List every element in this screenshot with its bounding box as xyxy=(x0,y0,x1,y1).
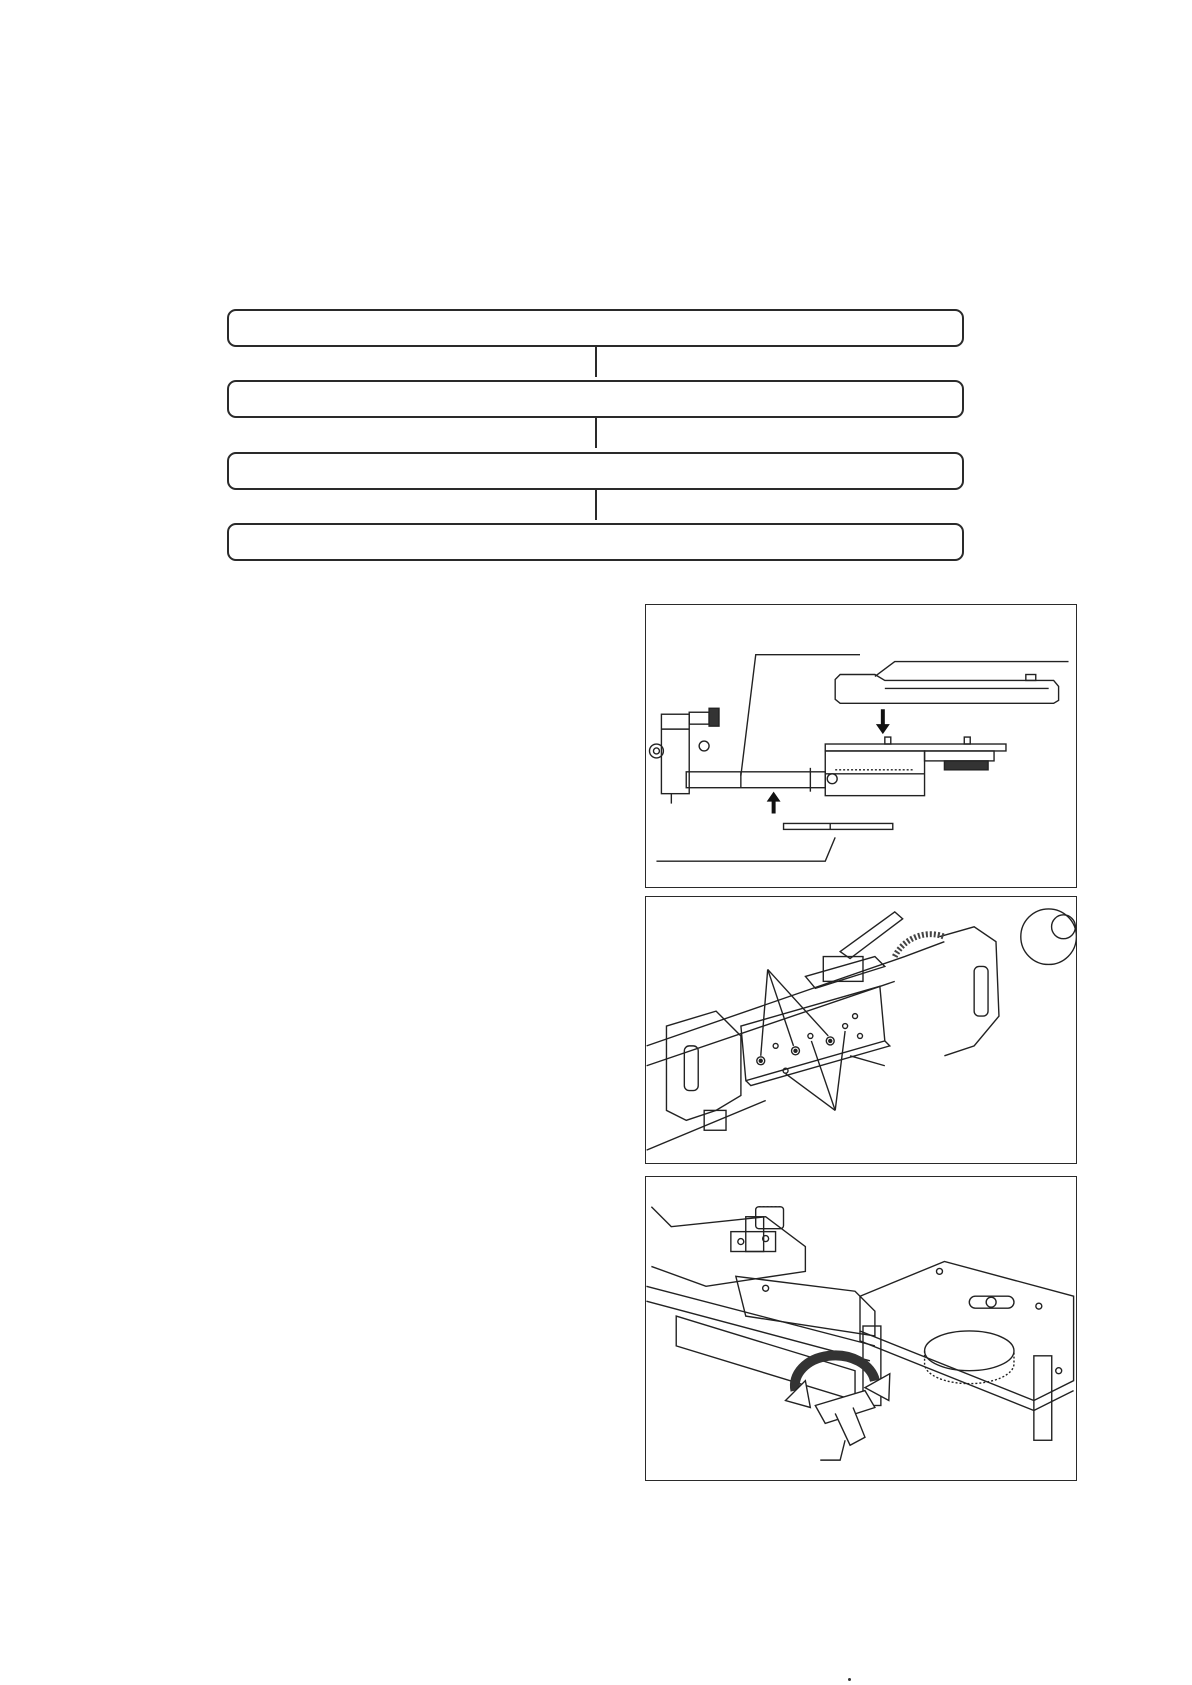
figure-plate-assembly xyxy=(645,604,1077,888)
flow-connector xyxy=(595,490,597,520)
lock-lever-rotation-illustration-icon xyxy=(646,1177,1076,1480)
flow-step-1 xyxy=(227,309,964,347)
figure-lock-lever xyxy=(645,1176,1077,1481)
flow-step-3 xyxy=(227,452,964,490)
flow-step-2 xyxy=(227,380,964,418)
flow-connector xyxy=(595,418,597,448)
plate-assembly-exploded-diagram-icon xyxy=(646,605,1076,887)
flowchart xyxy=(0,0,1192,600)
flow-step-4 xyxy=(227,523,964,561)
page-mark xyxy=(848,1678,851,1681)
flow-connector xyxy=(595,347,597,377)
adapter-plate-screw-holes-illustration-icon xyxy=(646,897,1076,1163)
figure-adapter-plate xyxy=(645,896,1077,1164)
